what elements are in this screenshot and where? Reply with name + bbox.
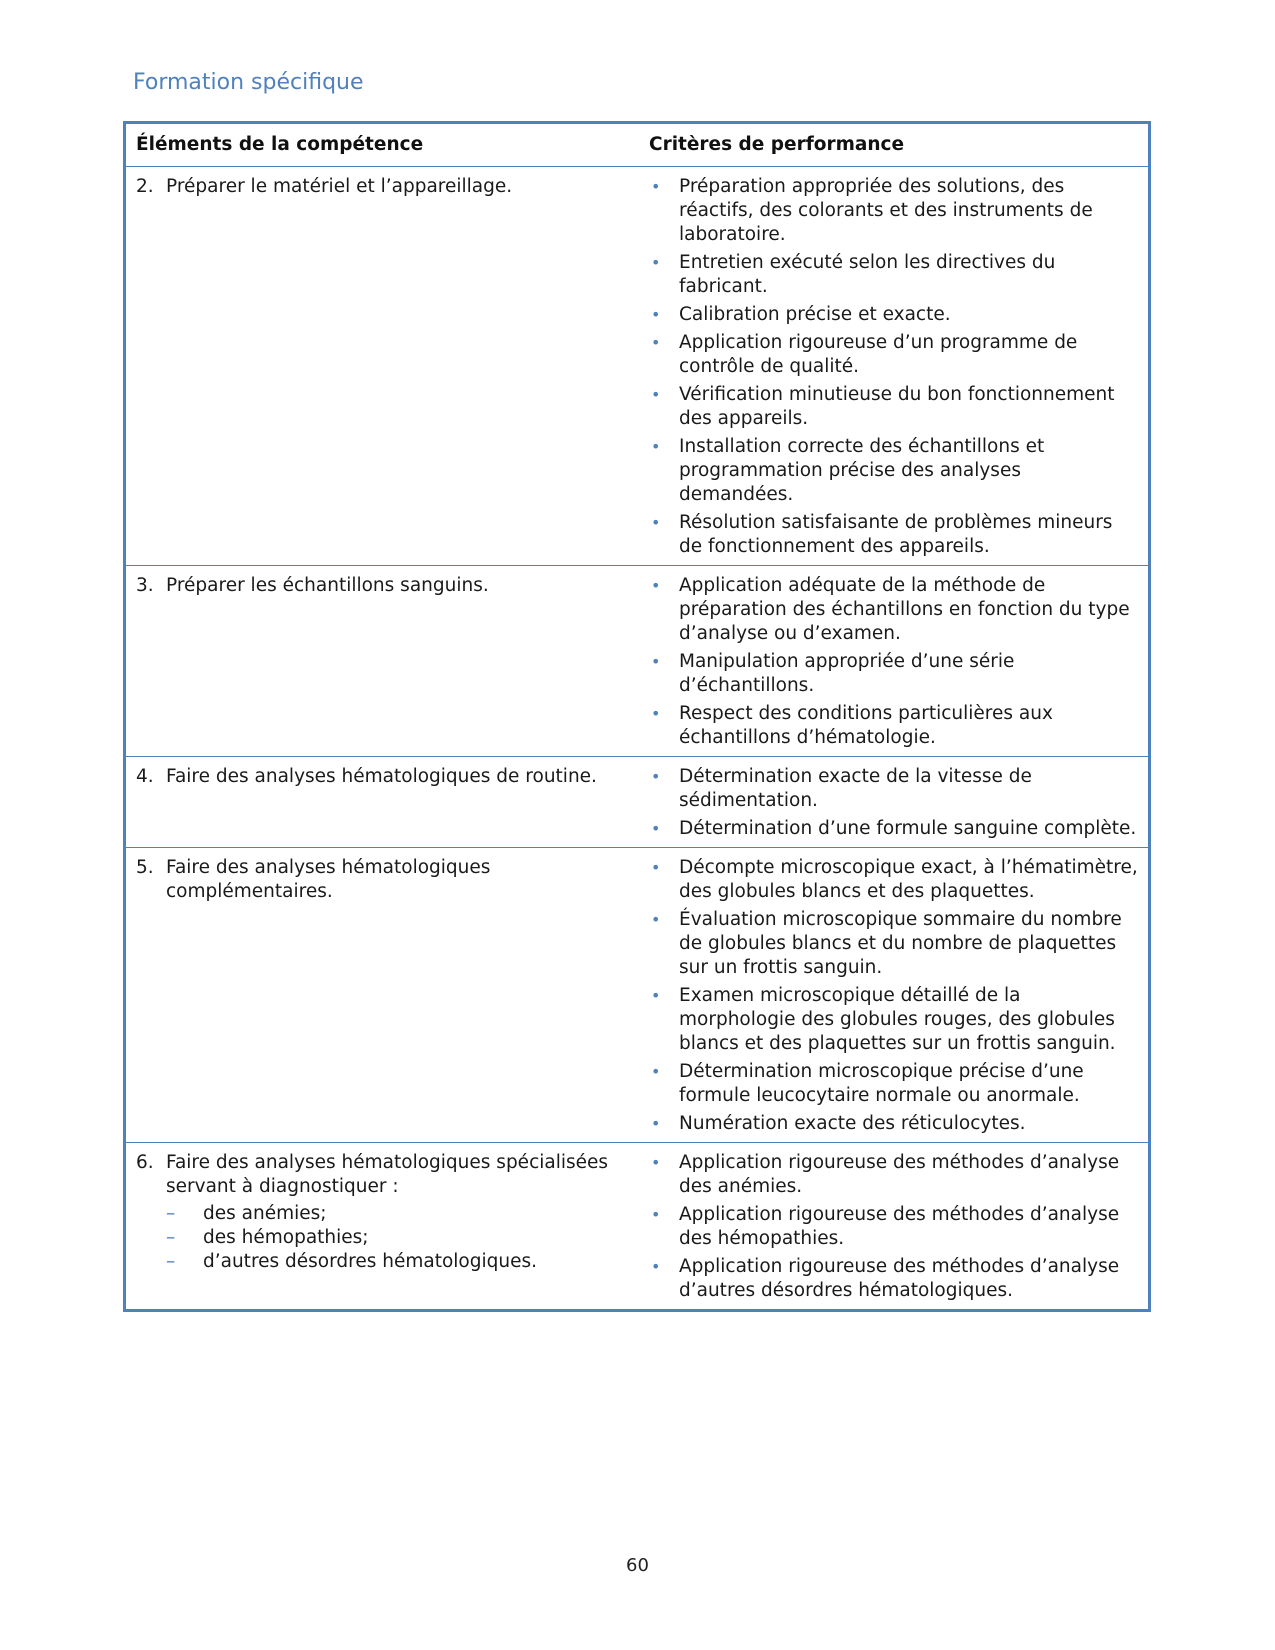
- criterion-text: Installation correcte des échantillons et programmation précise des analyses demandées.: [679, 436, 1045, 505]
- criteria-list: [649, 574, 1138, 750]
- competence-element: [136, 1151, 629, 1199]
- element-text: Préparer les échantillons sanguins.: [166, 575, 489, 596]
- table-row: [125, 566, 1150, 757]
- table-row: [125, 757, 1150, 848]
- table-row: [125, 167, 1150, 566]
- element-cell: [125, 848, 640, 1143]
- sublist-item: [166, 1226, 629, 1250]
- criteria-list: [649, 175, 1138, 559]
- criterion-item: [649, 1255, 1138, 1303]
- sublist-text: des anémies;: [203, 1203, 327, 1224]
- competence-element: [136, 574, 629, 598]
- criterion-item: [649, 1060, 1138, 1108]
- table-body: [125, 167, 1150, 1311]
- element-sublist: [166, 1202, 629, 1274]
- bullet-icon: •: [651, 858, 661, 877]
- competence-element: [136, 765, 629, 789]
- criteria-list: [649, 856, 1138, 1136]
- element-cell: [125, 566, 640, 757]
- criterion-item: [649, 650, 1138, 698]
- criterion-item: [649, 1203, 1138, 1251]
- element-text: Faire des analyses hématologiques de routine.: [166, 766, 597, 787]
- header-elements: Éléments de la compétence: [125, 123, 640, 167]
- criterion-item: [649, 331, 1138, 379]
- competence-element: [136, 175, 629, 199]
- bullet-icon: •: [651, 1153, 661, 1172]
- criterion-text: Détermination d’une formule sanguine complète.: [679, 818, 1137, 839]
- bullet-icon: •: [651, 437, 661, 456]
- criteria-list: [649, 1151, 1138, 1303]
- bullet-icon: •: [651, 819, 661, 838]
- criterion-text: Préparation appropriée des solutions, des réactifs, des colorants et des instruments de laboratoire.: [679, 176, 1093, 245]
- bullet-icon: •: [651, 1062, 661, 1081]
- bullet-icon: •: [651, 385, 661, 404]
- criterion-item: [649, 511, 1138, 559]
- dash-icon: –: [166, 1203, 176, 1224]
- criterion-text: Application rigoureuse des méthodes d’analyse des anémies.: [679, 1152, 1120, 1197]
- dash-icon: –: [166, 1251, 176, 1272]
- criterion-item: [649, 1112, 1138, 1136]
- bullet-icon: •: [651, 652, 661, 671]
- criterion-item: [649, 251, 1138, 299]
- bullet-icon: •: [651, 253, 661, 272]
- criteria-cell: [639, 167, 1150, 566]
- element-number: 6.: [136, 1152, 154, 1173]
- bullet-icon: •: [651, 333, 661, 352]
- element-text: Faire des analyses hématologiques spécialisées servant à diagnostiquer :: [166, 1152, 609, 1197]
- element-number: 3.: [136, 575, 154, 596]
- criterion-item: [649, 908, 1138, 980]
- bullet-icon: •: [651, 305, 661, 324]
- criterion-text: Respect des conditions particulières aux échantillons d’hématologie.: [679, 703, 1053, 748]
- criterion-text: Manipulation appropriée d’une série d’échantillons.: [679, 651, 1015, 696]
- sublist-item: [166, 1202, 629, 1226]
- element-number: 4.: [136, 766, 154, 787]
- element-cell: [125, 1143, 640, 1311]
- page-number: 60: [626, 1555, 649, 1576]
- dash-icon: –: [166, 1227, 176, 1248]
- bullet-icon: •: [651, 986, 661, 1005]
- element-cell: [125, 757, 640, 848]
- sublist-text: des hémopathies;: [203, 1227, 369, 1248]
- competence-element: [136, 856, 629, 904]
- criterion-text: Application rigoureuse d’un programme de contrôle de qualité.: [679, 332, 1078, 377]
- header-criteria: Critères de performance: [639, 123, 1150, 167]
- competence-table: [123, 121, 1151, 1312]
- criteria-cell: [639, 566, 1150, 757]
- bullet-icon: •: [651, 704, 661, 723]
- bullet-icon: •: [651, 177, 661, 196]
- criterion-item: [649, 984, 1138, 1056]
- criterion-item: [649, 1151, 1138, 1199]
- sublist-item: [166, 1250, 629, 1274]
- bullet-icon: •: [651, 767, 661, 786]
- element-text: Préparer le matériel et l’appareillage.: [166, 176, 513, 197]
- bullet-icon: •: [651, 1257, 661, 1276]
- element-cell: [125, 167, 640, 566]
- element-text: Faire des analyses hématologiques complémentaires.: [166, 857, 491, 902]
- element-number: 2.: [136, 176, 154, 197]
- table-header-row: [125, 123, 1150, 167]
- criterion-text: Application rigoureuse des méthodes d’analyse d’autres désordres hématologiques.: [679, 1256, 1120, 1301]
- sublist-text: d’autres désordres hématologiques.: [203, 1251, 537, 1272]
- criteria-cell: [639, 848, 1150, 1143]
- criterion-item: [649, 435, 1138, 507]
- criterion-item: [649, 856, 1138, 904]
- element-number: 5.: [136, 857, 154, 878]
- bullet-icon: •: [651, 513, 661, 532]
- criterion-text: Décompte microscopique exact, à l’hématimètre, des globules blancs et des plaquettes.: [679, 857, 1138, 902]
- bullet-icon: •: [651, 576, 661, 595]
- section-title: Formation spécifique: [133, 70, 364, 95]
- criterion-text: Évaluation microscopique sommaire du nombre de globules blancs et du nombre de plaquettes sur un frottis sanguin.: [679, 909, 1122, 978]
- criterion-item: [649, 702, 1138, 750]
- criteria-list: [649, 765, 1138, 841]
- criterion-item: [649, 574, 1138, 646]
- criterion-text: Examen microscopique détaillé de la morphologie des globules rouges, des globules blancs et des plaquettes sur un frottis sanguin.: [679, 985, 1116, 1054]
- criterion-text: Application adéquate de la méthode de préparation des échantillons en fonction du type d’analyse ou d’examen.: [679, 575, 1130, 644]
- bullet-icon: •: [651, 910, 661, 929]
- criterion-item: [649, 383, 1138, 431]
- criterion-item: [649, 817, 1138, 841]
- criterion-text: Numération exacte des réticulocytes.: [679, 1113, 1026, 1134]
- criterion-item: [649, 303, 1138, 327]
- criterion-text: Calibration précise et exacte.: [679, 304, 951, 325]
- criterion-item: [649, 765, 1138, 813]
- criteria-cell: [639, 757, 1150, 848]
- table-row: [125, 848, 1150, 1143]
- criterion-text: Détermination microscopique précise d’une formule leucocytaire normale ou anormale.: [679, 1061, 1084, 1106]
- criteria-cell: [639, 1143, 1150, 1311]
- criterion-text: Détermination exacte de la vitesse de sédimentation.: [679, 766, 1032, 811]
- criterion-item: [649, 175, 1138, 247]
- criterion-text: Vérification minutieuse du bon fonctionnement des appareils.: [679, 384, 1115, 429]
- criterion-text: Application rigoureuse des méthodes d’analyse des hémopathies.: [679, 1204, 1120, 1249]
- bullet-icon: •: [651, 1205, 661, 1224]
- bullet-icon: •: [651, 1114, 661, 1133]
- criterion-text: Résolution satisfaisante de problèmes mineurs de fonctionnement des appareils.: [679, 512, 1113, 557]
- criterion-text: Entretien exécuté selon les directives du fabricant.: [679, 252, 1056, 297]
- table-row: [125, 1143, 1150, 1311]
